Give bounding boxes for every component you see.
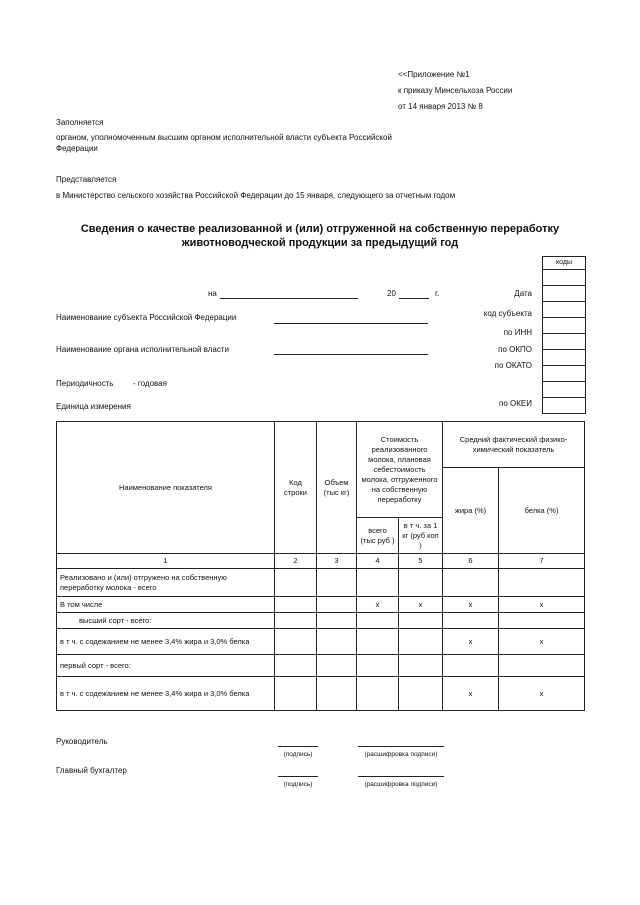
appendix-line-3: от 14 января 2013 № 8 xyxy=(398,102,483,111)
head-decode-caption: (расшифровка подписи) xyxy=(364,751,438,758)
col-num: 6 xyxy=(443,554,499,569)
filled-by-text-2: Федерации xyxy=(56,144,98,153)
col-num: 4 xyxy=(357,554,399,569)
accountant-sign-caption: (подпись) xyxy=(283,781,313,788)
cell-input[interactable] xyxy=(317,655,357,677)
cell-input[interactable] xyxy=(275,597,317,613)
filled-by-text-1: органом, уполномоченным высшим органом исполнительной власти субъекта Российской xyxy=(56,133,392,142)
th-cost-total: всего (тыс руб ) xyxy=(357,518,399,554)
form-title-line-1: Сведения о качестве реализованной и (или) отгруженной на собственную переработку xyxy=(80,223,560,235)
authority-name-line[interactable] xyxy=(274,354,428,355)
accountant-signature-line[interactable] xyxy=(278,776,318,777)
col-num: 2 xyxy=(275,554,317,569)
cell-value[interactable] xyxy=(399,677,443,711)
cell-input[interactable] xyxy=(275,677,317,711)
cell-input[interactable] xyxy=(317,629,357,655)
th-fat: жира (%) xyxy=(443,468,499,554)
year-suffix: г. xyxy=(435,289,440,298)
th-row-code: Код строки xyxy=(275,422,317,554)
th-avg-indicator: Средний фактический физико-химический показатель xyxy=(443,422,585,468)
cell-value[interactable] xyxy=(399,613,443,629)
th-indicator-name: Наименование показателя xyxy=(57,422,275,554)
form-title-line-2: животноводческой продукции за предыдущий год xyxy=(181,237,459,249)
codes-box xyxy=(542,256,586,414)
th-protein: белка (%) xyxy=(499,468,585,554)
code-cell-inn[interactable] xyxy=(543,318,585,334)
quality-table xyxy=(56,421,585,711)
cell-value[interactable] xyxy=(357,677,399,711)
code-cell-subject[interactable] xyxy=(543,302,585,318)
cell-input[interactable] xyxy=(317,613,357,629)
code-label-date: Дата xyxy=(514,289,532,298)
head-signature-line[interactable] xyxy=(278,746,318,747)
cell-input[interactable] xyxy=(275,613,317,629)
code-cell-okato[interactable] xyxy=(543,350,585,366)
cell-value[interactable] xyxy=(399,629,443,655)
cell-value[interactable] xyxy=(399,655,443,677)
periodicity-value: - годовая xyxy=(133,379,167,388)
cell-value: x xyxy=(499,677,585,711)
cell-input[interactable] xyxy=(275,655,317,677)
submitted-label: Представляется xyxy=(56,175,117,184)
cell-input[interactable] xyxy=(317,597,357,613)
table-row xyxy=(57,655,585,677)
cell-value[interactable] xyxy=(499,613,585,629)
cell-input[interactable] xyxy=(317,677,357,711)
unit-label: Единица измерения xyxy=(56,402,131,411)
accountant-label: Главный бухгалтер xyxy=(56,766,127,775)
cell-value[interactable] xyxy=(499,655,585,677)
year-prefix: 20 xyxy=(387,289,396,298)
table-row xyxy=(57,569,585,597)
accountant-decode-line[interactable] xyxy=(358,776,444,777)
cell-value: x xyxy=(399,597,443,613)
table-row xyxy=(57,677,585,711)
code-cell-1[interactable] xyxy=(543,270,585,286)
code-cell-blank[interactable] xyxy=(543,366,585,382)
column-number-row xyxy=(57,554,585,569)
subject-name-line[interactable] xyxy=(274,323,428,324)
th-cost-per-kg: в т ч. за 1 кг (руб коп ) xyxy=(399,518,443,554)
appendix-line-1: <<Приложение №1 xyxy=(398,70,470,79)
cell-value[interactable] xyxy=(357,629,399,655)
date-na-label: на xyxy=(208,289,217,298)
cell-input[interactable] xyxy=(275,629,317,655)
head-label: Руководитель xyxy=(56,737,108,746)
cell-value[interactable] xyxy=(499,569,585,597)
row-name: в т ч. с содежанием не менее 3,4% жира и 3,0% белка xyxy=(57,629,275,655)
head-decode-line[interactable] xyxy=(358,746,444,747)
date-line[interactable] xyxy=(220,298,358,299)
code-label-okato: по ОКАТО xyxy=(494,361,532,370)
table-row xyxy=(57,597,585,613)
row-name: В том числе xyxy=(57,597,275,613)
code-label-inn: по ИНН xyxy=(503,328,532,337)
code-cell-okpo[interactable] xyxy=(543,334,585,350)
row-name: Реализовано и (или) отгружено на собственную переработку молока - всего xyxy=(57,569,275,597)
codes-header: коды xyxy=(543,257,585,270)
cell-value[interactable] xyxy=(399,569,443,597)
cell-value: x xyxy=(443,629,499,655)
code-cell-date[interactable] xyxy=(543,286,585,302)
code-label-subject: код субъекта xyxy=(483,309,532,318)
col-num: 1 xyxy=(57,554,275,569)
col-num: 3 xyxy=(317,554,357,569)
cell-value[interactable] xyxy=(357,569,399,597)
submitted-text: в Министерство сельского хозяйства Российской Федерации до 15 января, следующего за отчетным годом xyxy=(56,191,456,200)
cell-input[interactable] xyxy=(275,569,317,597)
cell-value: x xyxy=(357,597,399,613)
cell-value[interactable] xyxy=(443,655,499,677)
filled-by-label: Заполняется xyxy=(56,118,104,127)
row-name: первый сорт - всего: xyxy=(57,655,275,677)
accountant-decode-caption: (расшифровка подписи) xyxy=(364,781,438,788)
appendix-line-2: к приказу Минсельхоза России xyxy=(398,86,513,95)
cell-value: x xyxy=(499,629,585,655)
cell-value[interactable] xyxy=(443,613,499,629)
table-row xyxy=(57,613,585,629)
authority-name-label: Наименование органа исполнительной власти xyxy=(56,345,229,354)
cell-value[interactable] xyxy=(357,655,399,677)
row-name: в т ч. с содежанием не менее 3,4% жира и 3,0% белка xyxy=(57,677,275,711)
row-name: высший сорт - всего: xyxy=(57,613,275,629)
th-volume: Объем (тыс кг) xyxy=(317,422,357,554)
cell-value: x xyxy=(499,597,585,613)
th-cost: Стоимость реализованного молока, плановая себестоимость молока, отгруженного на собственную переработку xyxy=(357,422,443,518)
cell-value[interactable] xyxy=(443,569,499,597)
cell-input[interactable] xyxy=(317,569,357,597)
code-label-okpo: по ОКПО xyxy=(498,345,532,354)
table-row xyxy=(57,629,585,655)
head-sign-caption: (подпись) xyxy=(283,751,313,758)
col-num: 5 xyxy=(399,554,443,569)
cell-value: x xyxy=(443,597,499,613)
col-num: 7 xyxy=(499,554,585,569)
code-label-okei: по ОКЕИ xyxy=(499,399,532,408)
subject-name-label: Наименование субъекта Российской Федерации xyxy=(56,313,237,322)
code-cell-okei[interactable] xyxy=(543,398,585,413)
year-line[interactable] xyxy=(399,298,429,299)
periodicity-label: Периодичность xyxy=(56,379,114,388)
cell-value: x xyxy=(443,677,499,711)
cell-value[interactable] xyxy=(357,613,399,629)
code-cell-blank-2[interactable] xyxy=(543,382,585,398)
